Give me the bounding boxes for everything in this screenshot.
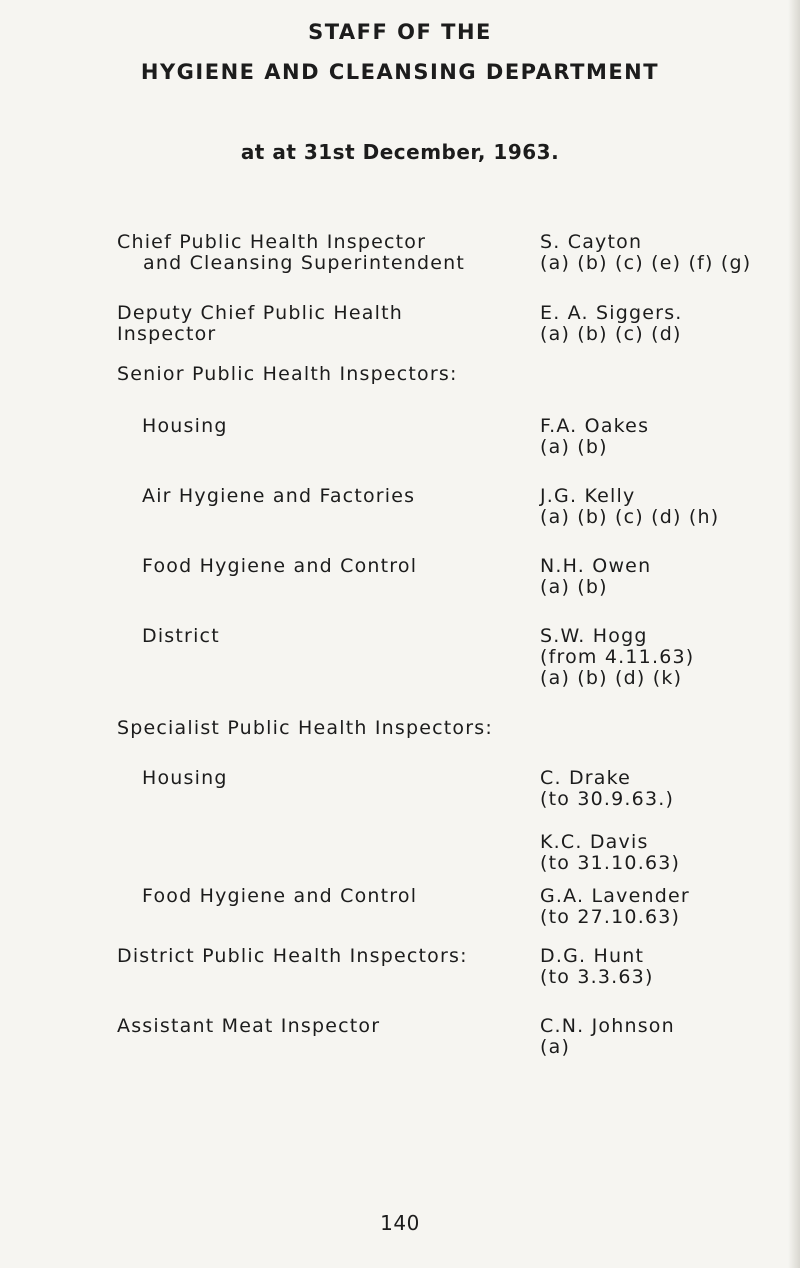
chief-entry xyxy=(540,232,751,274)
page-number: 140 xyxy=(380,1211,420,1235)
specialist-housing-entry-2: K.C. Davis (to 31.10.63) xyxy=(540,831,681,874)
specialist-food-label: Food Hygiene and Control xyxy=(142,885,418,907)
deputy-name: E. A. Siggers. xyxy=(540,302,683,324)
specialist-housing-entry-1: C. Drake (to 30.9.63.) xyxy=(540,767,675,810)
chief-label: Chief Public Health Inspector and Cleansing Superintendent xyxy=(117,231,466,274)
senior-air-entry: J.G. Kelly (a) (b) (c) (d) (h) xyxy=(540,485,720,528)
deputy-label: Deputy Chief Public Health Inspector xyxy=(117,302,404,345)
deputy-quals: (a) (b) (c) (d) xyxy=(540,323,682,345)
senior-air-label: Air Hygiene and Factories xyxy=(142,485,416,507)
senior-housing-label: Housing xyxy=(142,415,228,437)
senior-heading: Senior Public Health Inspectors: xyxy=(117,363,458,385)
specialist-housing-label: Housing xyxy=(142,767,228,789)
specialist-heading: Specialist Public Health Inspectors: xyxy=(117,717,493,739)
meat-entry: C.N. Johnson (a) xyxy=(540,1015,675,1058)
meat-label: Assistant Meat Inspector xyxy=(117,1015,381,1037)
title-line-1: STAFF OF THE xyxy=(308,20,492,44)
senior-district-label: District xyxy=(142,625,220,647)
deputy-entry xyxy=(540,303,683,345)
senior-food-entry: N.H. Owen (a) (b) xyxy=(540,555,652,598)
senior-district-entry: S.W. Hogg (from 4.11.63) (a) (b) (d) (k) xyxy=(540,625,695,689)
date-line: at at 31st December, 1963. xyxy=(240,140,560,164)
senior-housing-entry: F.A. Oakes (a) (b) xyxy=(540,415,650,458)
title-line-2: HYGIENE AND CLEANSING DEPARTMENT xyxy=(140,60,660,84)
senior-food-label: Food Hygiene and Control xyxy=(142,555,418,577)
page-edge-shadow xyxy=(788,0,800,1268)
specialist-food-entry: G.A. Lavender (to 27.10.63) xyxy=(540,885,690,928)
district-entry: D.G. Hunt (to 3.3.63) xyxy=(540,945,654,988)
district-label: District Public Health Inspectors: xyxy=(117,945,468,967)
chief-name: S. Cayton xyxy=(540,231,643,253)
chief-quals: (a) (b) (c) (e) (f) (g) xyxy=(540,252,752,274)
